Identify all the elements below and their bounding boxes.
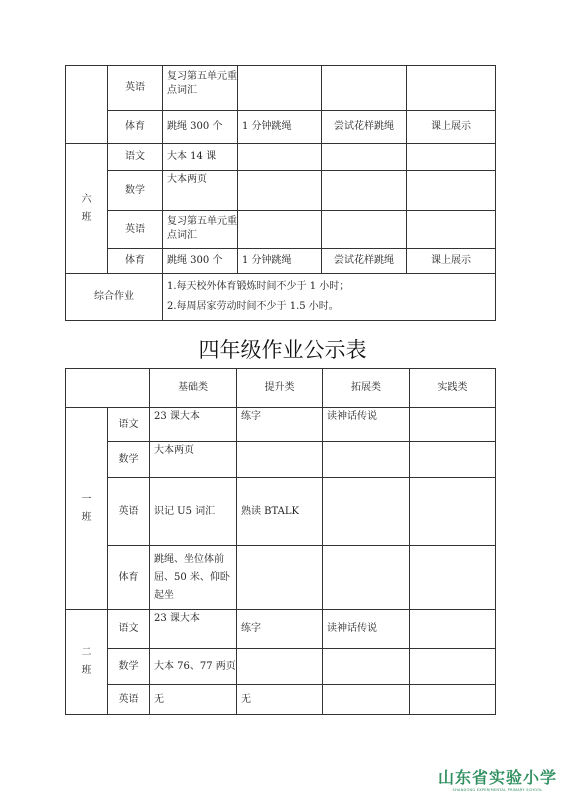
- extend-cell: [323, 649, 410, 685]
- class-label-2: [66, 610, 108, 715]
- grade4-homework-table: [65, 368, 496, 715]
- improve-cell: [237, 546, 323, 610]
- extend-cell: 读神话传说: [323, 408, 410, 442]
- school-logo-english: SHANDONG EXPERIMENTAL PRIMARY SCHOOL: [452, 788, 543, 792]
- improve-cell: 练字: [237, 610, 323, 649]
- basic-cell: 23 课大本: [150, 610, 237, 649]
- basic-cell: 跳绳、坐位体前屈、50 米、仰卧起坐: [150, 546, 237, 610]
- header-basic: 基础类: [150, 369, 237, 408]
- basic-cell: 大本 76、77 两页: [150, 649, 237, 685]
- subject-cell: 数学: [108, 442, 150, 478]
- improve-cell: 熟读 BTALK: [237, 478, 323, 546]
- improve-cell: [238, 171, 322, 211]
- basic-cell: 复习第五单元重点词汇: [163, 211, 238, 249]
- subject-cell: 语文: [108, 144, 163, 171]
- practice-cell: [410, 478, 496, 546]
- class-label-6: [66, 144, 108, 274]
- extend-cell: [322, 66, 407, 111]
- practice-cell: 课上展示: [407, 249, 496, 274]
- extend-cell: 尝试花样跳绳: [322, 111, 407, 144]
- class-label-text: 二 班: [81, 647, 92, 676]
- page-title: 四年级作业公示表: [198, 338, 367, 362]
- improve-cell: 1 分钟跳绳: [238, 249, 322, 274]
- subject-cell: 数学: [108, 171, 163, 211]
- subject-cell: 体育: [108, 546, 150, 610]
- improve-cell: 练字: [237, 408, 323, 442]
- improve-cell: [238, 144, 322, 171]
- improve-cell: 无: [237, 685, 323, 715]
- extend-cell: [323, 546, 410, 610]
- header-improve: 提升类: [237, 369, 323, 408]
- class-label-text: 一 班: [81, 493, 92, 523]
- practice-cell: [410, 546, 496, 610]
- class-label-1: [66, 408, 108, 610]
- subject-cell: 数学: [108, 649, 150, 685]
- improve-cell: 1 分钟跳绳: [238, 111, 322, 144]
- practice-cell: 课上展示: [407, 111, 496, 144]
- extend-cell: [322, 211, 407, 249]
- subject-cell: 体育: [108, 111, 163, 144]
- basic-cell: 大本两页: [163, 171, 238, 211]
- school-logo: [438, 765, 557, 792]
- subject-cell: 体育: [108, 249, 163, 274]
- extend-cell: [322, 171, 407, 211]
- subject-cell: 英语: [108, 478, 150, 546]
- subject-cell: 英语: [108, 685, 150, 715]
- basic-cell: 大本两页: [150, 442, 237, 478]
- subject-cell: 语文: [108, 610, 150, 649]
- practice-cell: [410, 610, 496, 649]
- basic-cell: 复习第五单元重点词汇: [163, 66, 238, 111]
- practice-cell: [407, 211, 496, 249]
- class-cell-5: [66, 66, 108, 144]
- summary-label: 综合作业: [66, 274, 163, 321]
- practice-cell: [410, 442, 496, 478]
- extend-cell: [323, 685, 410, 715]
- summary-content: [163, 274, 496, 321]
- improve-cell: [237, 649, 323, 685]
- practice-cell: [410, 408, 496, 442]
- extend-cell: [323, 442, 410, 478]
- improve-cell: [238, 211, 322, 249]
- header-extend: 拓展类: [323, 369, 410, 408]
- practice-cell: [410, 685, 496, 715]
- improve-cell: [237, 442, 323, 478]
- school-logo-name: 山东省实验小学: [437, 768, 557, 787]
- subject-cell: 英语: [108, 211, 163, 249]
- extend-cell: 尝试花样跳绳: [322, 249, 407, 274]
- summary-line-2: 2.每周居家劳动时间不少于 1.5 小时。: [167, 301, 339, 312]
- basic-cell: 识记 U5 词汇: [150, 478, 237, 546]
- practice-cell: [407, 171, 496, 211]
- subject-cell: 语文: [108, 408, 150, 442]
- extend-cell: [323, 478, 410, 546]
- basic-cell: 跳绳 300 个: [163, 111, 238, 144]
- basic-cell: 无: [150, 685, 237, 715]
- improve-cell: [238, 66, 322, 111]
- subject-cell: 英语: [108, 66, 163, 111]
- basic-cell: 大本 14 课: [163, 144, 238, 171]
- header-blank: [66, 369, 150, 408]
- practice-cell: [407, 144, 496, 171]
- extend-cell: [322, 144, 407, 171]
- header-practice: 实践类: [410, 369, 496, 408]
- class-label-text: 六 班: [81, 193, 92, 223]
- extend-cell: 读神话传说: [323, 610, 410, 649]
- summary-line-1: 1.每天校外体育锻炼时间不少于 1 小时；: [167, 281, 350, 292]
- practice-cell: [407, 66, 496, 111]
- basic-cell: 跳绳 300 个: [163, 249, 238, 274]
- grade-homework-table-top: [65, 65, 496, 321]
- basic-cell: 23 课大本: [150, 408, 237, 442]
- practice-cell: [410, 649, 496, 685]
